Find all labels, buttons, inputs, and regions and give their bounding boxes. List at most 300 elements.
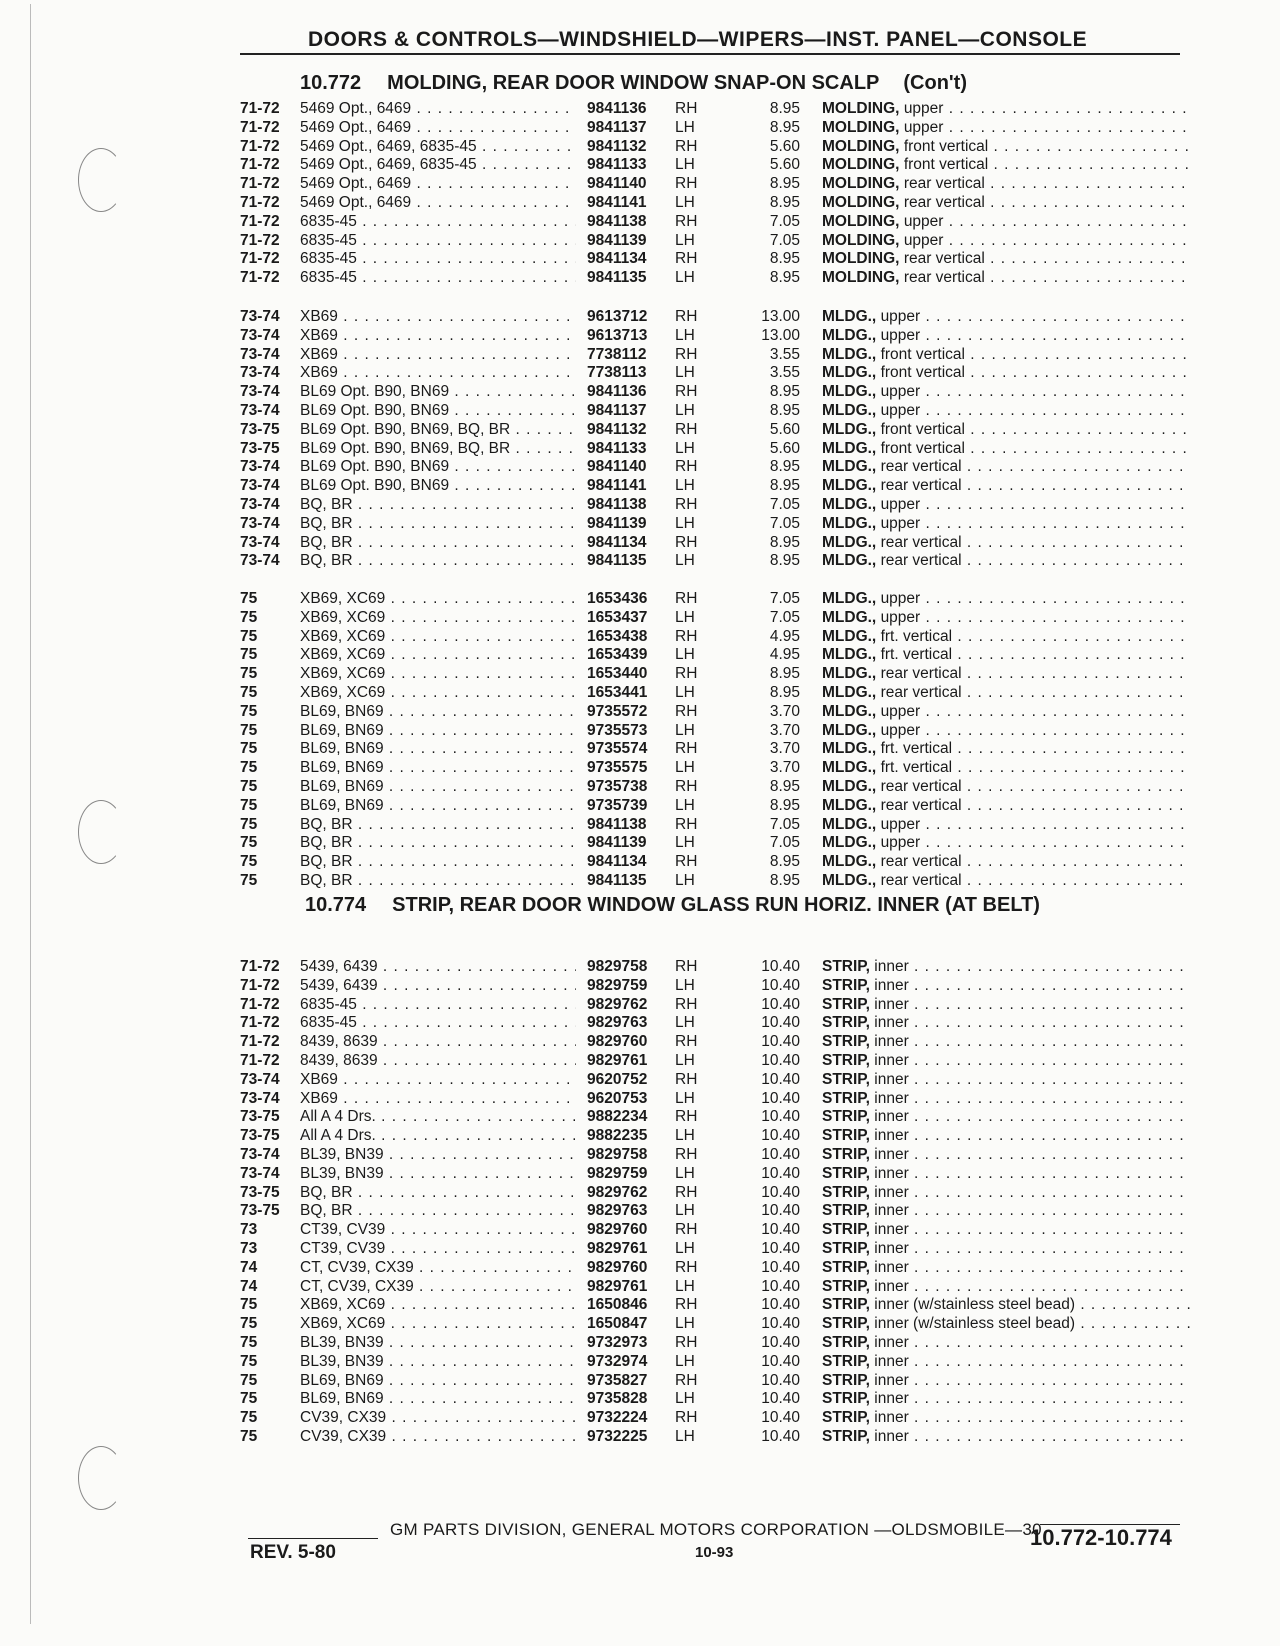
table-row [240, 797, 1190, 816]
part-number-cell: 9613712 [587, 308, 648, 325]
description-cell [822, 552, 1190, 571]
price-cell: 10.40 [761, 1202, 800, 1220]
side-cell: LH [675, 401, 695, 419]
table-row [240, 308, 1190, 327]
year-cell: 73 [240, 1221, 258, 1239]
table-row [240, 421, 1190, 440]
year-cell: 71-72 [240, 137, 280, 155]
model-cell: XB69, XC69 . . . [300, 665, 576, 684]
model-cell: BL69, BN69 . . . [300, 797, 576, 816]
description-head: STRIP, [822, 1164, 870, 1182]
year-cell: 73-74 [240, 477, 280, 495]
description-cell [822, 232, 1190, 251]
side-cell: LH [675, 796, 695, 814]
model-cell: BL69, BN69 . . . [300, 1372, 576, 1391]
description-head: MLDG., [822, 552, 877, 570]
part-number-cell: 1653437 [587, 608, 648, 626]
price-cell: 10.40 [761, 1315, 800, 1333]
side-cell: RH [675, 308, 698, 325]
description-cell [822, 996, 1190, 1015]
part-number-cell: 9841135 [587, 552, 647, 570]
description-cell [822, 308, 1190, 327]
side-cell: RH [675, 995, 698, 1013]
year-cell: 71-72 [240, 231, 280, 249]
part-number-cell: 1653436 [587, 590, 648, 607]
description-head: MLDG., [822, 796, 877, 814]
description-head: STRIP, [822, 1221, 870, 1239]
table-row [240, 872, 1190, 891]
description-text: upper [880, 326, 921, 344]
description-head: MOLDING, [822, 231, 900, 249]
model-cell: 6835-45 . . . [300, 996, 576, 1015]
description-text: inner [874, 1164, 909, 1182]
price-cell: 10.40 [761, 995, 800, 1013]
description-head: MLDG., [822, 853, 877, 871]
section-heading: MOLDING, REAR DOOR WINDOW SNAP-ON SCALP [387, 72, 880, 94]
description-head: MOLDING, [822, 175, 900, 193]
description-text: upper [903, 212, 944, 230]
description-text: inner [874, 1127, 909, 1145]
side-cell: LH [675, 871, 695, 889]
year-cell: 73-74 [240, 495, 280, 513]
punch-hole-bottom [78, 1446, 124, 1510]
table-row [240, 778, 1190, 797]
description-head: MLDG., [822, 477, 877, 495]
description-cell [822, 100, 1190, 119]
model-cell: BQ, BR . . . [300, 1202, 576, 1221]
side-cell: RH [675, 420, 698, 438]
description-text: inner [874, 1352, 909, 1370]
model-cell: BL69, BN69 . . . [300, 778, 576, 797]
year-cell: 74 [240, 1258, 258, 1276]
description-head: STRIP, [822, 1089, 870, 1107]
table-row [240, 977, 1190, 996]
description-head: MLDG., [822, 364, 877, 382]
description-head: STRIP, [822, 1033, 870, 1051]
description-text: upper [880, 308, 921, 325]
side-cell: RH [675, 1108, 698, 1126]
model-cell: BL69 Opt. B90, BN69 . . . [300, 402, 576, 421]
part-number-cell: 9735828 [587, 1390, 648, 1408]
description-head: STRIP, [822, 1352, 870, 1370]
part-number-cell: 9732225 [587, 1427, 648, 1445]
year-cell: 73-74 [240, 514, 280, 532]
price-cell: 10.40 [761, 1164, 800, 1182]
punch-hole-top [78, 148, 124, 212]
side-cell: RH [675, 137, 698, 155]
side-cell: LH [675, 1014, 695, 1032]
table-row [240, 515, 1190, 534]
year-cell: 75 [240, 1371, 258, 1389]
model-cell: BL39, BN39 . . . [300, 1334, 576, 1353]
part-number-cell: 9841138 [587, 815, 647, 833]
price-cell: 3.55 [769, 364, 800, 382]
description-text: front vertical [880, 420, 965, 438]
description-text: inner [874, 1221, 909, 1239]
side-cell: RH [675, 175, 698, 193]
description-text: frt. vertical [880, 740, 953, 758]
price-cell: 7.05 [769, 608, 800, 626]
part-number-cell: 9841139 [587, 514, 647, 532]
section-reference: 10.772-10.774 [1030, 1525, 1172, 1550]
table-row [240, 440, 1190, 459]
description-cell [822, 250, 1190, 269]
description-head: STRIP, [822, 1390, 870, 1408]
price-cell: 10.40 [761, 1371, 800, 1389]
description-text: inner [874, 1390, 909, 1408]
year-cell: 71-72 [240, 1014, 280, 1032]
price-cell: 10.40 [761, 1145, 800, 1163]
model-cell: 5469 Opt., 6469 . . . [300, 100, 576, 119]
description-head: MLDG., [822, 383, 877, 401]
price-cell: 8.95 [769, 477, 800, 495]
description-text: inner [874, 1202, 909, 1220]
side-cell: RH [675, 627, 698, 645]
table-row [240, 853, 1190, 872]
part-number-cell: 9829758 [587, 958, 648, 975]
description-cell [822, 364, 1190, 383]
model-cell: BQ, BR . . . [300, 834, 576, 853]
model-cell: XB69, XC69 . . . [300, 628, 576, 647]
price-cell: 7.05 [769, 212, 800, 230]
part-number-cell: 9841139 [587, 231, 647, 249]
part-number-cell: 9620753 [587, 1089, 648, 1107]
side-cell: RH [675, 958, 698, 975]
description-text: frt. vertical [880, 646, 953, 664]
year-cell: 73-74 [240, 364, 280, 382]
part-number-cell: 9841140 [587, 458, 647, 476]
description-head: MOLDING, [822, 137, 900, 155]
part-number-cell: 9829759 [587, 1164, 648, 1182]
model-cell: BL69 Opt. B90, BN69, BQ, BR . . . [300, 440, 576, 459]
part-number-cell: 1653441 [587, 683, 648, 701]
description-head: MLDG., [822, 740, 877, 758]
side-cell: LH [675, 759, 695, 777]
description-cell [822, 958, 1190, 977]
year-cell: 73-74 [240, 326, 280, 344]
price-cell: 10.40 [761, 1070, 800, 1088]
side-cell: LH [675, 834, 695, 852]
table-row [240, 1108, 1190, 1127]
table-row [240, 1278, 1190, 1297]
year-cell: 71-72 [240, 175, 280, 193]
table-row [240, 194, 1190, 213]
description-text: upper [880, 815, 921, 833]
part-number-cell: 9829758 [587, 1145, 648, 1163]
table-row [240, 1202, 1190, 1221]
year-cell: 73-74 [240, 1145, 280, 1163]
year-cell: 75 [240, 796, 258, 814]
table-row [240, 628, 1190, 647]
table-row [240, 346, 1190, 365]
description-text: inner [874, 1277, 909, 1295]
table-row [240, 958, 1190, 977]
description-cell [822, 1221, 1190, 1240]
description-cell [822, 1165, 1190, 1184]
side-cell: RH [675, 250, 698, 268]
side-cell: RH [675, 533, 698, 551]
part-number-cell: 9829761 [587, 1051, 648, 1069]
year-cell: 71-72 [240, 269, 280, 287]
description-head: STRIP, [822, 1127, 870, 1145]
description-text: frt. vertical [880, 759, 953, 777]
model-cell: CV39, CX39 . . . [300, 1409, 576, 1428]
description-text: rear vertical [880, 477, 962, 495]
part-number-cell: 9613713 [587, 326, 648, 344]
price-cell: 13.00 [761, 326, 800, 344]
year-cell: 75 [240, 871, 258, 889]
description-text: upper [903, 231, 944, 249]
price-cell: 3.70 [769, 721, 800, 739]
part-number-cell: 9735572 [587, 702, 648, 720]
description-cell [822, 1033, 1190, 1052]
price-cell: 8.95 [769, 796, 800, 814]
description-head: MLDG., [822, 608, 877, 626]
model-cell: 8439, 8639 . . . [300, 1052, 576, 1071]
year-cell: 73-75 [240, 420, 280, 438]
side-cell: RH [675, 777, 698, 795]
part-number-cell: 1650847 [587, 1315, 648, 1333]
description-head: STRIP, [822, 1051, 870, 1069]
model-cell: XB69 . . . [300, 1071, 576, 1090]
description-text: inner (w/stainless steel bead) [874, 1296, 1076, 1314]
year-cell: 73-75 [240, 1127, 280, 1145]
description-cell [822, 477, 1190, 496]
description-cell [822, 1146, 1190, 1165]
model-cell: XB69, XC69 . . . [300, 1296, 576, 1315]
table-row [240, 269, 1190, 288]
year-cell: 71-72 [240, 995, 280, 1013]
table-row [240, 250, 1190, 269]
price-cell: 3.70 [769, 759, 800, 777]
year-cell: 73-74 [240, 1070, 280, 1088]
year-cell: 71-72 [240, 958, 280, 975]
year-cell: 75 [240, 759, 258, 777]
price-cell: 3.70 [769, 702, 800, 720]
side-cell: LH [675, 193, 695, 211]
description-cell [822, 383, 1190, 402]
table-row [240, 1353, 1190, 1372]
part-number-cell: 9841134 [587, 533, 647, 551]
description-head: MLDG., [822, 665, 877, 683]
description-text: rear vertical [903, 250, 985, 268]
side-cell: RH [675, 665, 698, 683]
side-cell: RH [675, 1409, 698, 1427]
description-cell [822, 138, 1190, 157]
side-cell: RH [675, 383, 698, 401]
side-cell: LH [675, 439, 695, 457]
price-cell: 4.95 [769, 627, 800, 645]
description-text: front vertical [880, 345, 965, 363]
description-cell [822, 1372, 1190, 1391]
price-cell: 5.60 [769, 137, 800, 155]
model-cell: XB69 . . . [300, 308, 576, 327]
description-head: STRIP, [822, 1333, 870, 1351]
price-cell: 7.05 [769, 834, 800, 852]
description-cell [822, 175, 1190, 194]
price-cell: 8.95 [769, 683, 800, 701]
description-text: rear vertical [880, 796, 962, 814]
model-cell: BL69 Opt. B90, BN69 . . . [300, 383, 576, 402]
punch-hole-middle [78, 800, 124, 864]
description-head: MLDG., [822, 439, 877, 457]
part-number-cell: 9732973 [587, 1333, 648, 1351]
year-cell: 75 [240, 1352, 258, 1370]
description-text: inner [874, 1183, 909, 1201]
description-head: STRIP, [822, 1409, 870, 1427]
description-cell [822, 156, 1190, 175]
part-number-cell: 9735739 [587, 796, 648, 814]
side-cell: LH [675, 976, 695, 994]
model-cell: BQ, BR . . . [300, 1184, 576, 1203]
description-text: upper [903, 100, 944, 117]
year-cell: 75 [240, 627, 258, 645]
model-cell: BL69 Opt. B90, BN69 . . . [300, 477, 576, 496]
year-cell: 75 [240, 815, 258, 833]
continued-label: (Con't) [903, 72, 968, 94]
description-text: upper [880, 702, 921, 720]
side-cell: LH [675, 477, 695, 495]
part-number-cell: 9732974 [587, 1352, 648, 1370]
description-cell [822, 1090, 1190, 1109]
description-cell [822, 1428, 1190, 1447]
model-cell: CV39, CX39 . . . [300, 1428, 576, 1447]
side-cell: RH [675, 1371, 698, 1389]
side-cell: RH [675, 1033, 698, 1051]
description-head: STRIP, [822, 1296, 870, 1314]
model-cell: 5469 Opt., 6469 . . . [300, 119, 576, 138]
description-text: inner (w/stainless steel bead) [874, 1315, 1076, 1333]
price-cell: 8.95 [769, 777, 800, 795]
table-row [240, 609, 1190, 628]
model-cell: 5469 Opt., 6469, 6835-45 . . . [300, 156, 576, 175]
section-heading: STRIP, REAR DOOR WINDOW GLASS RUN HORIZ. INNER (AT BELT) [392, 894, 1040, 916]
table-row [240, 327, 1190, 346]
model-cell: BL69, BN69 . . . [300, 1390, 576, 1409]
model-cell: CT39, CV39 . . . [300, 1240, 576, 1259]
price-cell: 10.40 [761, 1051, 800, 1069]
description-cell [822, 440, 1190, 459]
description-cell [822, 496, 1190, 515]
year-cell: 71-72 [240, 250, 280, 268]
description-cell [822, 977, 1190, 996]
model-cell: CT, CV39, CX39 . . . [300, 1278, 576, 1297]
description-cell [822, 1315, 1190, 1334]
table-row [240, 534, 1190, 553]
description-cell [822, 759, 1190, 778]
side-cell: RH [675, 495, 698, 513]
year-cell: 75 [240, 590, 258, 607]
description-text: inner [874, 1409, 909, 1427]
table-row [240, 496, 1190, 515]
year-cell: 71-72 [240, 212, 280, 230]
price-cell: 10.40 [761, 976, 800, 994]
model-cell: 8439, 8639 . . . [300, 1033, 576, 1052]
description-head: MLDG., [822, 834, 877, 852]
side-cell: LH [675, 1089, 695, 1107]
description-cell [822, 1127, 1190, 1146]
side-cell: RH [675, 1333, 698, 1351]
year-cell: 73 [240, 1239, 258, 1257]
description-text: inner [874, 995, 909, 1013]
price-cell: 10.40 [761, 1033, 800, 1051]
price-cell: 7.05 [769, 590, 800, 607]
year-cell: 75 [240, 1390, 258, 1408]
table-row [240, 590, 1190, 609]
description-head: MLDG., [822, 721, 877, 739]
table-row [240, 1221, 1190, 1240]
strip-group [240, 958, 1190, 1447]
price-cell: 3.70 [769, 740, 800, 758]
description-cell [822, 194, 1190, 213]
year-cell: 73-74 [240, 458, 280, 476]
side-cell: LH [675, 364, 695, 382]
description-head: MLDG., [822, 401, 877, 419]
year-cell: 71-72 [240, 193, 280, 211]
section-title-10-772 [300, 72, 967, 95]
footer-rule-left [248, 1538, 378, 1539]
part-number-cell: 9829759 [587, 976, 648, 994]
part-number-cell: 9829760 [587, 1033, 648, 1051]
description-cell [822, 1071, 1190, 1090]
year-cell: 73-74 [240, 1089, 280, 1107]
part-number-cell: 9829763 [587, 1202, 648, 1220]
side-cell: LH [675, 326, 695, 344]
description-cell [822, 1259, 1190, 1278]
model-cell: 5469 Opt., 6469 . . . [300, 194, 576, 213]
year-cell: 73-74 [240, 1164, 280, 1182]
section-number: 10.774 [305, 894, 367, 916]
description-head: MLDG., [822, 871, 877, 889]
description-head: MLDG., [822, 514, 877, 532]
side-cell: RH [675, 100, 698, 117]
part-number-cell: 9829763 [587, 1014, 648, 1032]
table-row [240, 1014, 1190, 1033]
part-number-cell: 9841134 [587, 250, 647, 268]
side-cell: LH [675, 1164, 695, 1182]
price-cell: 10.40 [761, 1427, 800, 1445]
description-text: front vertical [880, 364, 965, 382]
table-row [240, 383, 1190, 402]
price-cell: 8.95 [769, 533, 800, 551]
description-head: MLDG., [822, 495, 877, 513]
model-cell: 6835-45 . . . [300, 232, 576, 251]
part-number-cell: 9882235 [587, 1127, 648, 1145]
side-cell: RH [675, 458, 698, 476]
description-head: MOLDING, [822, 269, 900, 287]
description-head: MLDG., [822, 458, 877, 476]
model-cell: BL69, BN69 . . . [300, 703, 576, 722]
part-number-cell: 9829762 [587, 995, 648, 1013]
table-row [240, 759, 1190, 778]
price-cell: 10.40 [761, 1089, 800, 1107]
description-head: STRIP, [822, 995, 870, 1013]
side-cell: LH [675, 1315, 695, 1333]
model-cell: BQ, BR . . . [300, 496, 576, 515]
description-head: MOLDING, [822, 212, 900, 230]
side-cell: LH [675, 552, 695, 570]
price-cell: 8.95 [769, 269, 800, 287]
year-cell: 75 [240, 740, 258, 758]
description-text: inner [874, 1371, 909, 1389]
description-cell [822, 797, 1190, 816]
part-number-cell: 9735738 [587, 777, 648, 795]
description-text: upper [880, 401, 921, 419]
side-cell: LH [675, 1127, 695, 1145]
description-head: STRIP, [822, 1108, 870, 1126]
table-row [240, 722, 1190, 741]
model-cell: BQ, BR . . . [300, 534, 576, 553]
